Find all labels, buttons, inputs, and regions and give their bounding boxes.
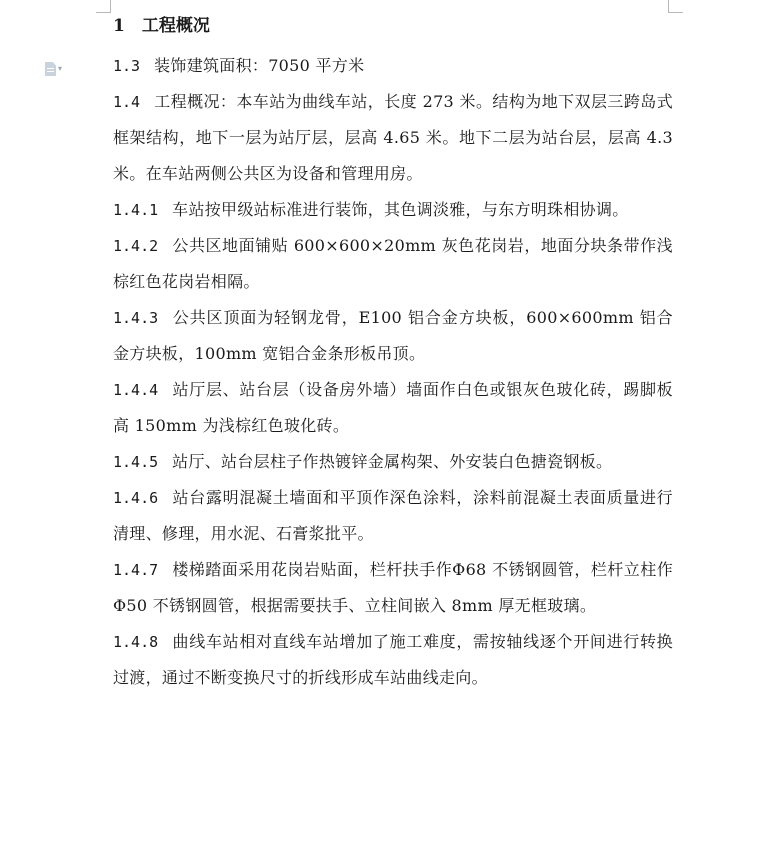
paragraph-number: 1.3	[113, 57, 141, 75]
paragraph-text: 车站按甲级站标准进行装饰，其色调淡雅，与东方明珠相协调。	[172, 200, 629, 219]
paragraph-text: 楼梯踏面采用花岗岩贴面，栏杆扶手作Φ68 不锈钢圆管，栏杆立柱作Φ50 不锈钢圆管，根据需要扶手、立柱间嵌入 8mm 厚无框玻璃。	[113, 560, 673, 615]
section-heading: 1 工程概况	[113, 16, 210, 36]
paragraph-number: 1.4.3	[113, 309, 159, 327]
paragraph-text: 站厅层、站台层（设备房外墙）墙面作白色或银灰色玻化砖，踢脚板高 150mm 为浅棕红色玻化砖。	[113, 380, 673, 435]
document-icon	[45, 62, 56, 76]
paragraph-1-4-3	[113, 300, 673, 372]
paragraph-text: 公共区顶面为轻钢龙骨，E100 铝合金方块板，600×600mm 铝合金方块板，100mm 宽铝合金条形板吊顶。	[113, 308, 673, 363]
paragraph-number: 1.4.5	[113, 453, 159, 471]
paragraph-text: 公共区地面铺贴 600×600×20mm 灰色花岗岩，地面分块条带作浅棕红色花岗岩相隔。	[113, 236, 673, 291]
paragraph-1-4-2	[113, 228, 673, 300]
paragraph-text: 装饰建筑面积：7050 平方米	[154, 56, 365, 75]
document-body	[113, 10, 673, 696]
paragraph-options-button[interactable]	[45, 60, 71, 78]
paragraph-1-4-6	[113, 480, 673, 552]
paragraph-1-4-1	[113, 192, 673, 228]
paragraph-1-3	[113, 48, 673, 84]
paragraph-number: 1.4	[113, 93, 141, 111]
paragraph-text: 工程概况：本车站为曲线车站，长度 273 米。结构为地下双层三跨岛式框架结构，地下一层为站厅层，层高 4.65 米。地下二层为站台层，层高 4.3 米。在车站两侧公共区为设备和管理用房。	[113, 92, 673, 183]
paragraph-number: 1.4.2	[113, 237, 159, 255]
paragraph-1-4-4	[113, 372, 673, 444]
paragraph-1-4-7	[113, 552, 673, 624]
paragraph-text: 站厅、站台层柱子作热镀锌金属构架、外安装白色搪瓷钢板。	[172, 452, 613, 471]
paragraph-1-4-8	[113, 624, 673, 696]
paragraph-number: 1.4.7	[113, 561, 159, 579]
paragraph-number: 1.4.1	[113, 201, 159, 219]
paragraph-text: 曲线车站相对直线车站增加了施工难度，需按轴线逐个开间进行转换过渡，通过不断变换尺寸的折线形成车站曲线走向。	[113, 632, 673, 687]
paragraph-1-4	[113, 84, 673, 192]
chevron-down-icon: ▾	[58, 64, 63, 73]
page-corner-mark-left	[96, 0, 111, 13]
paragraph-text: 站台露明混凝土墙面和平顶作深色涂料，涂料前混凝土表面质量进行清理、修理，用水泥、石膏浆批平。	[113, 488, 673, 543]
paragraph-number: 1.4.8	[113, 633, 159, 651]
paragraph-number: 1.4.6	[113, 489, 159, 507]
paragraph-number: 1.4.4	[113, 381, 159, 399]
paragraph-1-4-5	[113, 444, 673, 480]
